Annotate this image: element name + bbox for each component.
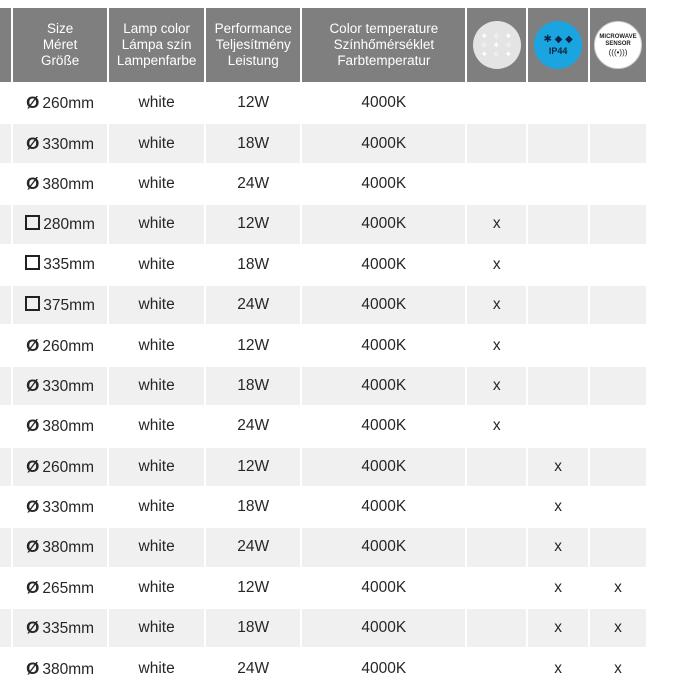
color-temp-cell: 4000K bbox=[302, 84, 467, 124]
starry-sky-icon: ✦ ✧ ✦ ✧ ✦ ✧ ✦ ✧ ✦ bbox=[473, 21, 521, 69]
table-body bbox=[0, 84, 648, 690]
starry-cell bbox=[467, 448, 528, 488]
size-value: 260mm bbox=[42, 458, 95, 476]
size-cell bbox=[13, 205, 109, 245]
starry-cell bbox=[467, 528, 528, 568]
diameter-icon: Ø bbox=[26, 416, 40, 436]
header-performance bbox=[206, 8, 302, 84]
header-color-temp-en: Color temperature bbox=[329, 21, 439, 36]
sensor-cell bbox=[590, 246, 648, 286]
performance-cell: 12W bbox=[206, 205, 302, 245]
starry-cell: x bbox=[467, 326, 528, 366]
header-row bbox=[0, 8, 648, 84]
microwave-label: MICROWAVE bbox=[599, 33, 637, 40]
model-cell bbox=[0, 569, 13, 609]
size-value: 280mm bbox=[43, 215, 95, 233]
model-cell bbox=[0, 407, 13, 447]
size-cell bbox=[13, 326, 109, 366]
color-temp-cell: 4000K bbox=[302, 205, 467, 245]
sensor-cell bbox=[590, 488, 648, 528]
ip44-cell: x bbox=[528, 569, 590, 609]
color-temp-cell: 4000K bbox=[302, 246, 467, 286]
table-row bbox=[0, 326, 648, 366]
table-row bbox=[0, 367, 648, 407]
sensor-label: SENSOR bbox=[605, 40, 631, 47]
lamp-color-cell: white bbox=[109, 84, 206, 124]
size-cell bbox=[13, 165, 109, 205]
header-performance-en: Performance bbox=[214, 21, 292, 36]
performance-cell: 12W bbox=[206, 84, 302, 124]
performance-cell: 18W bbox=[206, 367, 302, 407]
header-model bbox=[0, 8, 13, 84]
microwave-sensor-icon bbox=[594, 21, 642, 69]
sensor-cell bbox=[590, 407, 648, 447]
color-temp-cell: 4000K bbox=[302, 649, 467, 689]
size-cell bbox=[13, 488, 109, 528]
size-value: 265mm bbox=[42, 579, 95, 597]
lamp-color-cell: white bbox=[109, 326, 206, 366]
header-lamp-color-hu: Lámpa szín bbox=[121, 37, 192, 52]
size-cell bbox=[13, 407, 109, 447]
color-temp-cell: 4000K bbox=[302, 407, 467, 447]
ip44-cell: x bbox=[528, 448, 590, 488]
diameter-icon: Ø bbox=[26, 335, 40, 355]
color-temp-cell: 4000K bbox=[302, 488, 467, 528]
size-value: 260mm bbox=[42, 337, 95, 355]
table-row bbox=[0, 246, 648, 286]
performance-cell: 24W bbox=[206, 165, 302, 205]
header-color-temp-hu: Színhőmérséklet bbox=[333, 37, 435, 52]
size-value: 330mm bbox=[42, 499, 95, 517]
ip44-cell bbox=[528, 205, 590, 245]
sensor-cell bbox=[590, 286, 648, 326]
square-shape-icon bbox=[25, 215, 40, 230]
table-row bbox=[0, 488, 648, 528]
color-temp-cell: 4000K bbox=[302, 569, 467, 609]
table-row bbox=[0, 407, 648, 447]
starry-cell bbox=[467, 124, 528, 164]
size-cell bbox=[13, 528, 109, 568]
header-model-line bbox=[0, 45, 11, 61]
size-cell bbox=[13, 609, 109, 649]
lamp-color-cell: white bbox=[109, 407, 206, 447]
lamp-color-cell: white bbox=[109, 569, 206, 609]
header-microwave-sensor bbox=[590, 8, 648, 84]
starry-cell: x bbox=[467, 367, 528, 407]
ip44-drops: ✱ ◆ ◆ bbox=[543, 33, 573, 45]
model-cell bbox=[0, 205, 13, 245]
sensor-cell bbox=[590, 528, 648, 568]
header-size-hu: Méret bbox=[42, 37, 78, 52]
performance-cell: 24W bbox=[206, 528, 302, 568]
diameter-icon: Ø bbox=[26, 497, 40, 517]
diameter-icon: Ø bbox=[26, 658, 40, 678]
size-cell bbox=[13, 649, 109, 689]
header-lamp-color-de: Lampenfarbe bbox=[116, 53, 197, 68]
ip44-water-drop-icon bbox=[534, 21, 582, 69]
model-cell bbox=[0, 488, 13, 528]
size-value: 335mm bbox=[43, 256, 95, 274]
sensor-cell: x bbox=[590, 649, 648, 689]
size-value: 380mm bbox=[42, 418, 95, 436]
model-cell bbox=[0, 124, 13, 164]
size-cell bbox=[13, 286, 109, 326]
ip44-cell bbox=[528, 84, 590, 124]
sensor-cell bbox=[590, 448, 648, 488]
lamp-color-cell: white bbox=[109, 367, 206, 407]
header-lamp-color bbox=[109, 8, 206, 84]
diameter-icon: Ø bbox=[26, 537, 40, 557]
diameter-icon: Ø bbox=[26, 133, 40, 153]
starry-cell bbox=[467, 569, 528, 609]
size-value: 380mm bbox=[42, 175, 95, 193]
size-cell bbox=[13, 448, 109, 488]
starry-cell: x bbox=[467, 407, 528, 447]
size-cell bbox=[13, 246, 109, 286]
sensor-cell bbox=[590, 205, 648, 245]
ip44-cell: x bbox=[528, 528, 590, 568]
header-ip44 bbox=[528, 8, 590, 84]
lamp-color-cell: white bbox=[109, 649, 206, 689]
diameter-icon: Ø bbox=[26, 173, 40, 193]
starry-cell: x bbox=[467, 286, 528, 326]
performance-cell: 24W bbox=[206, 649, 302, 689]
model-cell bbox=[0, 246, 13, 286]
ip44-cell bbox=[528, 367, 590, 407]
color-temp-cell: 4000K bbox=[302, 165, 467, 205]
ip44-cell bbox=[528, 407, 590, 447]
size-value: 260mm bbox=[42, 95, 95, 113]
diameter-icon: Ø bbox=[26, 93, 40, 113]
performance-cell: 18W bbox=[206, 246, 302, 286]
header-color-temp-de: Farbtemperatur bbox=[337, 53, 431, 68]
lamp-color-cell: white bbox=[109, 528, 206, 568]
color-temp-cell: 4000K bbox=[302, 528, 467, 568]
ip44-cell: x bbox=[528, 609, 590, 649]
color-temp-cell: 4000K bbox=[302, 367, 467, 407]
header-color-temperature bbox=[302, 8, 467, 84]
model-cell bbox=[0, 528, 13, 568]
table-row bbox=[0, 205, 648, 245]
header-size-en: Size bbox=[46, 21, 74, 36]
performance-cell: 24W bbox=[206, 286, 302, 326]
starry-cell: x bbox=[467, 205, 528, 245]
lamp-color-cell: white bbox=[109, 488, 206, 528]
model-cell bbox=[0, 448, 13, 488]
header-model-line bbox=[0, 29, 11, 45]
size-value: 380mm bbox=[42, 539, 95, 557]
sensor-cell bbox=[590, 165, 648, 205]
diameter-icon: Ø bbox=[26, 618, 40, 638]
ip44-cell bbox=[528, 326, 590, 366]
lamp-color-cell: white bbox=[109, 165, 206, 205]
model-cell bbox=[0, 609, 13, 649]
diameter-icon: Ø bbox=[26, 456, 40, 476]
starry-cell bbox=[467, 165, 528, 205]
table-row bbox=[0, 609, 648, 649]
performance-cell: 12W bbox=[206, 448, 302, 488]
lamp-color-cell: white bbox=[109, 124, 206, 164]
sensor-cell bbox=[590, 84, 648, 124]
color-temp-cell: 4000K bbox=[302, 326, 467, 366]
size-value: 380mm bbox=[42, 660, 95, 678]
ip44-cell bbox=[528, 165, 590, 205]
lamp-color-cell: white bbox=[109, 286, 206, 326]
size-value: 330mm bbox=[42, 135, 95, 153]
header-size-de: Größe bbox=[40, 53, 80, 68]
performance-cell: 24W bbox=[206, 407, 302, 447]
model-cell bbox=[0, 649, 13, 689]
table-row bbox=[0, 649, 648, 689]
performance-cell: 18W bbox=[206, 124, 302, 164]
color-temp-cell: 4000K bbox=[302, 124, 467, 164]
sensor-cell: x bbox=[590, 569, 648, 609]
lamp-color-cell: white bbox=[109, 246, 206, 286]
starry-cell bbox=[467, 84, 528, 124]
performance-cell: 12W bbox=[206, 326, 302, 366]
table-row bbox=[0, 84, 648, 124]
header-starry-effect bbox=[467, 8, 528, 84]
sensor-cell bbox=[590, 367, 648, 407]
color-temp-cell: 4000K bbox=[302, 448, 467, 488]
model-cell bbox=[0, 286, 13, 326]
product-spec-table bbox=[0, 8, 648, 690]
table-row bbox=[0, 528, 648, 568]
header-performance-hu: Teljesítmény bbox=[215, 37, 291, 52]
sensor-cell: x bbox=[590, 609, 648, 649]
model-cell bbox=[0, 84, 13, 124]
model-cell bbox=[0, 165, 13, 205]
ip44-cell bbox=[528, 246, 590, 286]
square-shape-icon bbox=[25, 296, 40, 311]
starry-cell bbox=[467, 649, 528, 689]
lamp-color-cell: white bbox=[109, 609, 206, 649]
performance-cell: 12W bbox=[206, 569, 302, 609]
starry-cell bbox=[467, 609, 528, 649]
table-row bbox=[0, 448, 648, 488]
header-lamp-color-en: Lamp color bbox=[123, 21, 191, 36]
size-cell bbox=[13, 367, 109, 407]
table-row bbox=[0, 569, 648, 609]
ip44-cell: x bbox=[528, 488, 590, 528]
model-cell bbox=[0, 326, 13, 366]
table-row bbox=[0, 286, 648, 326]
starry-cell: x bbox=[467, 246, 528, 286]
header-performance-de: Leistung bbox=[227, 53, 279, 68]
starry-cell bbox=[467, 488, 528, 528]
table-row bbox=[0, 165, 648, 205]
size-value: 375mm bbox=[43, 296, 95, 314]
size-value: 330mm bbox=[42, 377, 95, 395]
sensor-cell bbox=[590, 326, 648, 366]
color-temp-cell: 4000K bbox=[302, 609, 467, 649]
wave-icon: (((•))) bbox=[608, 47, 628, 57]
lamp-color-cell: white bbox=[109, 205, 206, 245]
sensor-cell bbox=[590, 124, 648, 164]
model-cell bbox=[0, 367, 13, 407]
header-size bbox=[13, 8, 109, 84]
performance-cell: 18W bbox=[206, 609, 302, 649]
diameter-icon: Ø bbox=[26, 375, 40, 395]
ip44-cell bbox=[528, 124, 590, 164]
performance-cell: 18W bbox=[206, 488, 302, 528]
size-cell bbox=[13, 84, 109, 124]
ip44-cell bbox=[528, 286, 590, 326]
size-value: 335mm bbox=[42, 620, 95, 638]
ip44-cell: x bbox=[528, 649, 590, 689]
square-shape-icon bbox=[25, 255, 40, 270]
color-temp-cell: 4000K bbox=[302, 286, 467, 326]
size-cell bbox=[13, 124, 109, 164]
lamp-color-cell: white bbox=[109, 448, 206, 488]
table-row bbox=[0, 124, 648, 164]
ip44-label: IP44 bbox=[548, 45, 568, 56]
diameter-icon: Ø bbox=[26, 577, 40, 597]
size-cell bbox=[13, 569, 109, 609]
